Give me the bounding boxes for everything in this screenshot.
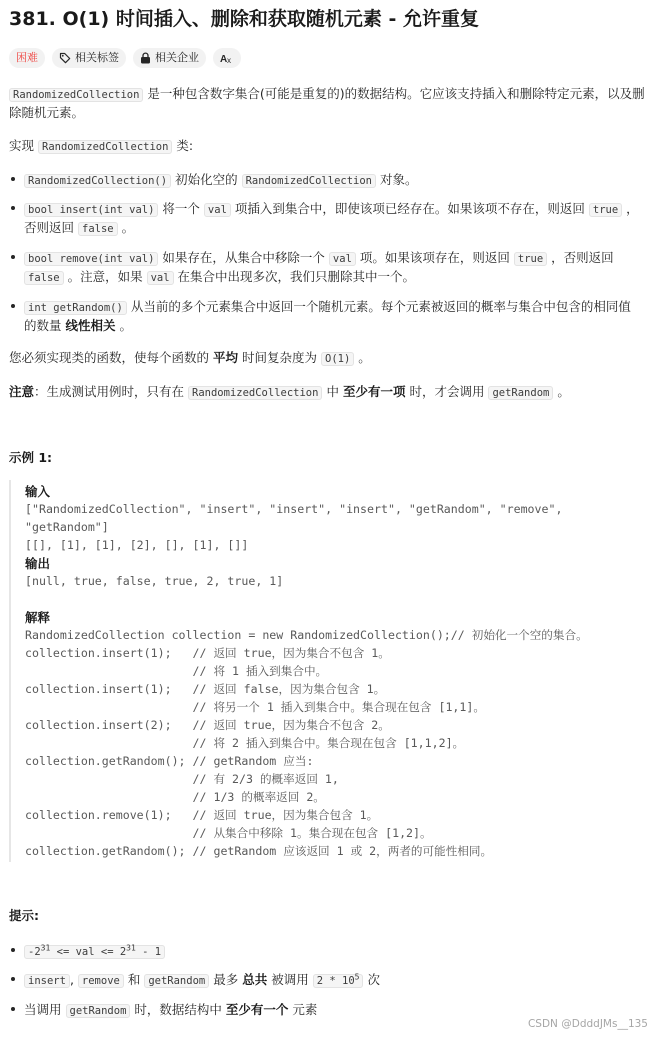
- text: 时间复杂度为: [242, 350, 318, 365]
- problem-title: 381. O(1) 时间插入、删除和获取随机元素 - 允许重复: [9, 8, 479, 30]
- text: 是一种包含数字集合(可能是重复的)的数据结构。它应该支持插入和删除特定元素，以及删除随机元素。: [9, 86, 645, 121]
- inline-code: bool remove(int val): [24, 252, 158, 266]
- input-line: ["RandomizedCollection", "insert", "insert", "insert", "getRandom", "remove",: [25, 502, 563, 516]
- example-heading: 示例 1:: [9, 450, 53, 465]
- inline-code: RandomizedCollection: [188, 386, 322, 400]
- text: 实现: [9, 138, 35, 153]
- text: ,: [69, 972, 74, 987]
- topics-tag-label: 相关标签: [75, 51, 119, 64]
- list-item: [9, 970, 654, 989]
- inline-code: insert: [24, 974, 70, 988]
- bold-text: 线性相关: [65, 318, 116, 334]
- inline-code: getRandom: [144, 974, 209, 988]
- text: 。: [121, 220, 135, 236]
- code-line: collection.remove(1); // 返回 true，因为集合包含 1。: [25, 808, 379, 822]
- code-line: // 有 2/3 的概率返回 1,: [25, 772, 339, 786]
- text: 类:: [176, 138, 194, 153]
- implement-paragraph: [9, 136, 654, 155]
- list-item: [9, 248, 654, 287]
- bold-text: 总共: [242, 972, 268, 987]
- text: 最多: [213, 972, 239, 987]
- translate-icon: [220, 52, 234, 64]
- text: -2: [28, 946, 41, 958]
- output-line: [null, true, false, true, 2, true, 1]: [25, 574, 284, 588]
- companies-tag-label: 相关企业: [155, 51, 199, 64]
- list-item: [9, 941, 654, 960]
- text: 。: [119, 318, 133, 334]
- text: 否则返回: [24, 220, 75, 236]
- code-line: collection.insert(1); // 返回 false，因为集合包含 1。: [25, 682, 386, 696]
- inline-code: int getRandom(): [24, 301, 127, 315]
- inline-code: true: [514, 252, 547, 266]
- text: 次: [367, 972, 380, 987]
- inline-code: getRandom: [66, 1004, 131, 1018]
- code-line: collection.getRandom(); // getRandom 应当:: [25, 754, 314, 768]
- list-item: [9, 297, 654, 336]
- code-line: collection.getRandom(); // getRandom 应该返回 1 或 2，两者的可能性相同。: [25, 844, 493, 858]
- description-paragraph: [9, 84, 654, 123]
- inline-code: bool insert(int val): [24, 203, 158, 217]
- topics-tag[interactable]: [52, 48, 126, 68]
- note-paragraph: [9, 382, 654, 401]
- text: 。注意，如果: [67, 269, 143, 285]
- inline-code: O(1): [321, 352, 354, 366]
- text: 时，才会调用: [409, 384, 485, 399]
- text: ，: [626, 201, 639, 216]
- hints-heading: 提示:: [9, 908, 39, 923]
- bold-text: 至少有一项: [342, 384, 406, 399]
- text: ，否则返回: [551, 250, 614, 265]
- superscript: 5: [354, 972, 360, 982]
- text: 被调用: [271, 972, 309, 987]
- bold-text: 注意: [9, 384, 35, 399]
- text: 和: [127, 972, 141, 987]
- text: <= val <= 2: [50, 946, 127, 958]
- inline-code: RandomizedCollection: [242, 174, 376, 188]
- bold-text: 至少有一个: [225, 1002, 289, 1017]
- input-label: 输入: [25, 484, 51, 499]
- text: 如果存在，从集合中移除一个: [162, 250, 325, 265]
- code-line: // 将 1 插入到集合中。: [25, 664, 328, 678]
- lock-icon: [140, 52, 151, 64]
- text: ：生成测试用例时，只有在: [34, 384, 185, 399]
- list-item: [9, 199, 654, 238]
- code-line: // 将 2 插入到集合中。集合现在包含 [1,1,2]。: [25, 736, 465, 750]
- input-line: "getRandom"]: [25, 520, 109, 534]
- code-line: // 将另一个 1 插入到集合中。集合现在包含 [1,1]。: [25, 700, 485, 714]
- text: 从当前的多个元素集合中返回一个随机元素。每个元素被返回的概率与集合中包含的相同值: [130, 299, 631, 314]
- list-item: [9, 170, 654, 189]
- companies-tag[interactable]: [133, 48, 206, 68]
- text: 项插入到集合中，即使该项已经存在。如果该项不存在，则返回: [234, 201, 585, 216]
- inline-code: RandomizedCollection(): [24, 174, 171, 188]
- text: 当调用: [24, 1002, 62, 1017]
- superscript: 31: [40, 943, 51, 953]
- text: 在集合中出现多次，我们只删除其中一个。: [177, 269, 416, 285]
- watermark: CSDN @DdddJMs__135: [527, 1018, 648, 1030]
- inline-code: getRandom: [488, 386, 553, 400]
- example-block: [9, 480, 649, 862]
- text: 项。如果该项存在，则返回: [359, 250, 510, 265]
- code-line: collection.insert(1); // 返回 true，因为集合不包含 1。: [25, 646, 390, 660]
- inline-code: val: [329, 252, 356, 266]
- inline-code: true: [589, 203, 622, 217]
- difficulty-tag[interactable]: 困难: [9, 48, 45, 68]
- complexity-paragraph: [9, 348, 654, 367]
- code-line: // 从集合中移除 1。集合现在包含 [1,2]。: [25, 826, 432, 840]
- text: 的数量: [24, 318, 62, 334]
- output-label: 输出: [25, 556, 51, 571]
- inline-code: val: [204, 203, 231, 217]
- code-line: collection.insert(2); // 返回 true，因为集合不包含 2。: [25, 718, 390, 732]
- svg-text:x: x: [227, 56, 231, 64]
- constraint-code: [24, 945, 165, 959]
- inline-code: remove: [78, 974, 124, 988]
- text: 。: [358, 350, 371, 365]
- superscript: 31: [126, 943, 136, 953]
- tag-bar: [9, 48, 241, 68]
- inline-code: val: [147, 271, 174, 285]
- code-line: RandomizedCollection collection = new RandomizedCollection();// 初始化一个空的集合。: [25, 628, 588, 642]
- inline-code: false: [78, 222, 118, 236]
- explanation-label: 解释: [25, 610, 51, 625]
- tag-icon: [59, 52, 71, 64]
- bold-text: 平均: [213, 350, 239, 365]
- inline-code: RandomizedCollection: [38, 140, 172, 154]
- inline-code: RandomizedCollection: [9, 88, 143, 102]
- svg-text:A: A: [220, 54, 228, 64]
- text: 元素: [292, 1002, 318, 1017]
- code-line: // 1/3 的概率返回 2。: [25, 790, 325, 804]
- text: - 1: [135, 946, 162, 958]
- inline-code: false: [24, 271, 64, 285]
- text: 您必须实现类的函数，使每个函数的: [9, 350, 210, 365]
- text: 初始化空的: [175, 172, 238, 187]
- text: 对象。: [379, 172, 418, 187]
- text: 。: [557, 384, 570, 399]
- input-line: [[], [1], [1], [2], [], [1], []]: [25, 538, 249, 552]
- text: 时，数据结构中: [134, 1002, 222, 1017]
- text: 2 * 10: [316, 975, 355, 987]
- text: 中: [326, 384, 339, 399]
- text: 将一个: [162, 201, 200, 216]
- translate-button[interactable]: [213, 48, 241, 68]
- inline-code: [313, 974, 364, 988]
